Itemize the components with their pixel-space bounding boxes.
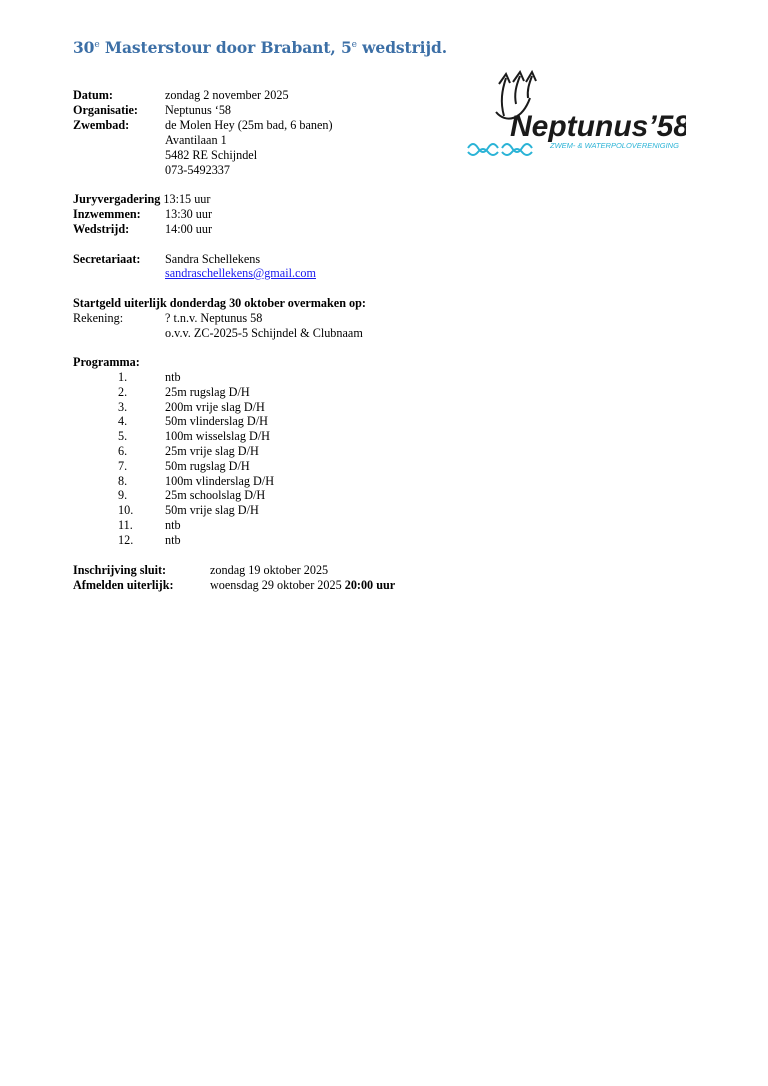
programma-item-number: 5.	[118, 429, 128, 444]
programma-item-text: 50m vlinderslag D/H	[165, 414, 268, 429]
title-text-end: wedstrijd.	[356, 38, 448, 57]
programma-item-text: 50m vrije slag D/H	[165, 503, 259, 518]
logo-tagline: ZWEM- & WATERPOLOVERENIGING	[550, 141, 679, 150]
programma-heading: Programma:	[73, 355, 140, 369]
programma-item-text: 25m schoolslag D/H	[165, 488, 266, 503]
title-number: 30	[73, 38, 95, 57]
programma-item-number: 10.	[118, 503, 134, 518]
programma-item-number: 12.	[118, 532, 134, 547]
programma-item-number: 7.	[118, 458, 128, 473]
programma-item-text: 25m vrije slag D/H	[165, 444, 259, 458]
inzwemmen-label: Inzwemmen:	[73, 207, 141, 221]
juryvergadering-line	[73, 192, 210, 207]
afmelden-date: woensdag 29 oktober 2025	[210, 578, 345, 592]
zwembad-street: Avantilaan 1	[165, 133, 227, 147]
zwembad-name: de Molen Hey (25m bad, 6 banen)	[165, 118, 333, 132]
title-superscript: e	[94, 40, 100, 50]
juryvergadering-label: Juryvergadering	[73, 192, 161, 206]
organisatie-value: Neptunus ‘58	[165, 103, 232, 117]
wedstrijd-value: 14:00 uur	[165, 222, 213, 236]
wedstrijd-label: Wedstrijd:	[73, 222, 130, 236]
rekening-ovv: o.v.v. ZC-2025-5 Schijndel & Clubnaam	[165, 326, 363, 340]
rekening-value: ? t.n.v. Neptunus 58	[165, 311, 263, 325]
programma-item-text: 25m rugslag D/H	[165, 384, 250, 399]
programma-item-text: ntb	[165, 518, 181, 532]
secretariaat-email-line	[165, 266, 316, 281]
programma-item-number: 4.	[118, 414, 128, 429]
juryvergadering-value: 13:15 uur	[160, 192, 211, 206]
afmelden-label: Afmelden uiterlijk:	[73, 578, 174, 592]
startgeld-heading: Startgeld uiterlijk donderdag 30 oktober overmaken op:	[73, 296, 366, 310]
afmelden-value-line	[210, 578, 395, 593]
trident-icon	[466, 68, 686, 160]
programma-item-number: 1.	[118, 370, 128, 384]
zwembad-phone: 073-5492337	[165, 163, 230, 177]
programma-item-text: 200m vrije slag D/H	[165, 399, 265, 414]
inschrijving-value: zondag 19 oktober 2025	[210, 563, 329, 577]
afmelden-time: 20:00 uur	[344, 578, 396, 592]
neptunus-logo	[466, 68, 686, 160]
title-superscript-2: e	[351, 40, 357, 50]
logo-name: Neptunus’58	[510, 110, 686, 143]
datum-label: Datum:	[73, 88, 113, 102]
zwembad-label: Zwembad:	[73, 118, 130, 132]
secretariaat-label: Secretariaat:	[73, 252, 141, 266]
programma-item-number: 6.	[118, 444, 128, 458]
secretariaat-email-link[interactable]: sandraschellekens@gmail.com	[165, 266, 316, 280]
organisatie-label: Organisatie:	[73, 103, 138, 117]
programma-item-text: ntb	[165, 370, 181, 384]
inzwemmen-value: 13:30 uur	[165, 207, 213, 221]
programma-item-text: 100m vlinderslag D/H	[165, 473, 274, 488]
inschrijving-label: Inschrijving sluit:	[73, 563, 167, 577]
zwembad-postcode: 5482 RE Schijndel	[165, 148, 258, 162]
programma-item-number: 8.	[118, 473, 128, 488]
programma-item-text: ntb	[165, 532, 181, 547]
programma-item-number: 11.	[118, 518, 133, 532]
rekening-label: Rekening:	[73, 311, 124, 325]
programma-item-number: 3.	[118, 399, 128, 414]
secretariaat-name: Sandra Schellekens	[165, 252, 261, 266]
title-text: Masterstour door Brabant, 5	[99, 38, 352, 57]
programma-item-number: 2.	[118, 384, 128, 399]
programma-item-number: 9.	[118, 488, 128, 503]
programma-item-text: 50m rugslag D/H	[165, 458, 250, 473]
programma-item-text: 100m wisselslag D/H	[165, 429, 270, 444]
document-title	[73, 38, 447, 57]
datum-value: zondag 2 november 2025	[165, 88, 289, 102]
